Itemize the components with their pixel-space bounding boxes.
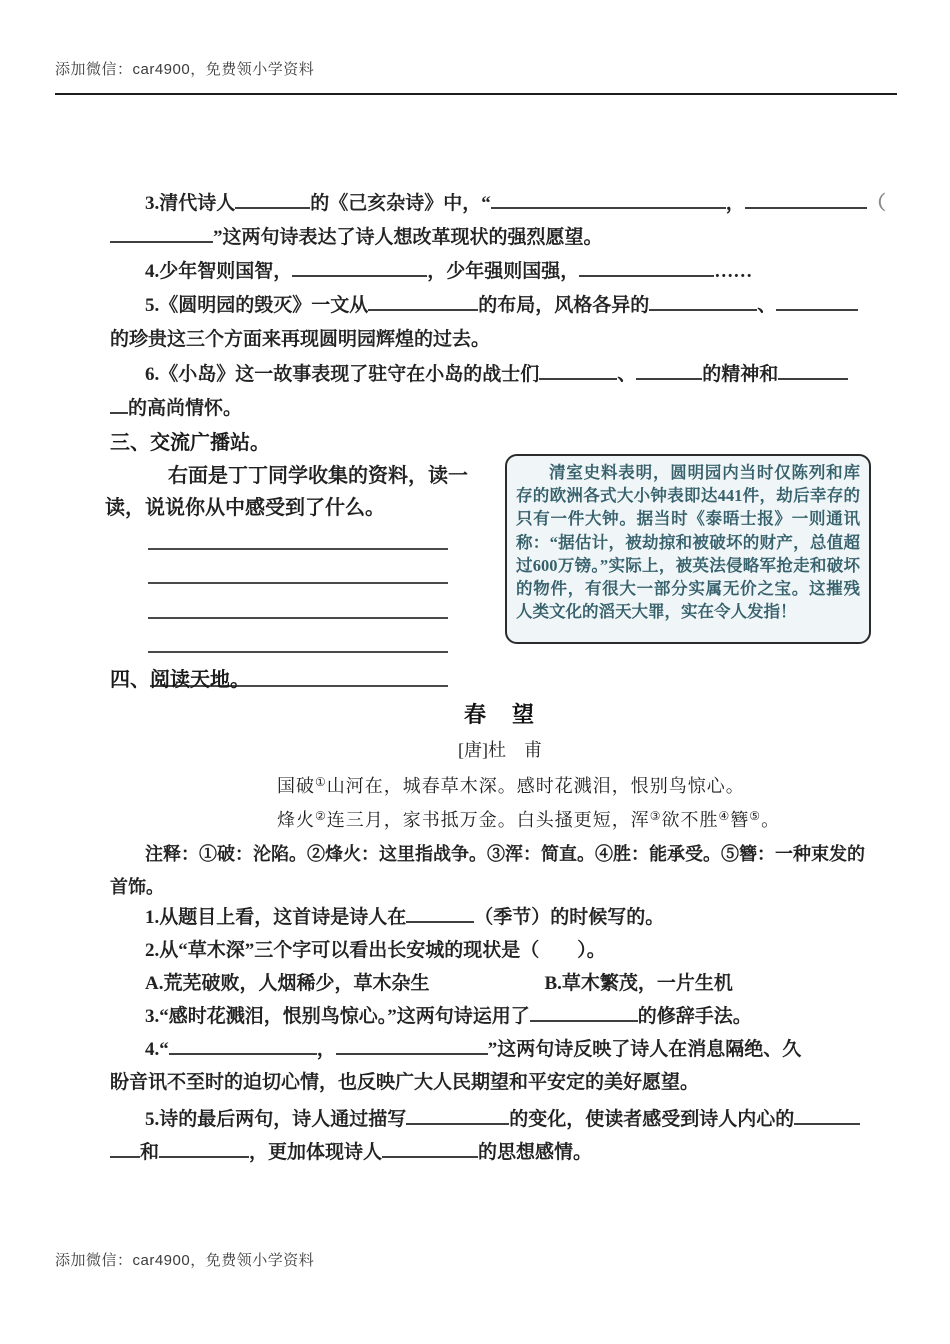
q4r-text: 4.“ — [145, 1039, 169, 1061]
q4-text: ，少年强则国强， — [427, 261, 580, 283]
poem-line-2 — [277, 806, 780, 832]
poem-title: 春 望 — [463, 702, 536, 727]
q1-text: （季节）的时候写的。 — [474, 907, 665, 929]
blank-line — [406, 905, 474, 923]
poem-text: 簪 — [730, 810, 750, 830]
blank-line — [539, 362, 617, 380]
q5-text: 的珍贵这三个方面来再现圆明园辉煌的过去。 — [110, 329, 491, 350]
blank-line — [491, 191, 726, 209]
q5r-text: 5.诗的最后两句，诗人通过描写 — [145, 1109, 407, 1131]
fillin-q4-line — [145, 259, 752, 285]
section3-intro-line2: 读，说说你从中感受到了什么。 — [105, 497, 385, 519]
footnote-marker: ④ — [718, 809, 731, 823]
reading-q1 — [145, 905, 664, 931]
blank-line — [336, 1037, 488, 1055]
blank-line — [382, 1140, 478, 1158]
q4-ellipsis: …… — [714, 261, 753, 283]
answer-line — [148, 651, 448, 653]
section3-heading: 三、交流广播站。 — [110, 432, 270, 454]
q5r-text: 的思想感情。 — [478, 1142, 593, 1164]
q6-text: 6.《小岛》这一故事表现了驻守在小岛的战士们 — [145, 364, 540, 386]
q6-text: 的高尚情怀。 — [128, 398, 243, 420]
q5r-text: 和 — [140, 1142, 160, 1164]
q1-text: 1.从题目上看，这首诗是诗人在 — [145, 907, 407, 929]
answer-line — [148, 548, 448, 550]
fillin-q5-line2 — [110, 327, 490, 353]
footnote-marker: ② — [315, 809, 327, 823]
footnote-marker: ⑤ — [749, 809, 762, 823]
option-a: A.荒芜破败，人烟稀少，草木杂生 — [145, 973, 430, 994]
poem-text: 。 — [761, 810, 781, 830]
blank-line — [530, 1004, 638, 1022]
fillin-q6-line2 — [110, 396, 242, 422]
blank-line — [406, 1107, 509, 1125]
q4r-text: ”这两句诗反映了诗人在消息隔绝、久 — [487, 1039, 802, 1061]
q3-text: ”这两句诗表达了诗人想改革现状的强烈愿望。 — [213, 227, 603, 249]
blank-line — [745, 191, 867, 209]
poem-text: 欲不胜 — [661, 810, 719, 830]
q5-text: 的布局，风格各异的 — [478, 295, 650, 317]
poem-text: 连三月，家书抵万金。白头搔更短，浑 — [326, 810, 650, 830]
q5r-text: 的变化，使读者感受到诗人内心的 — [509, 1109, 795, 1131]
q3-paren-fragment: （ — [866, 193, 886, 215]
answer-line — [148, 617, 448, 619]
q4r-text: ， — [316, 1039, 336, 1061]
footnote-marker: ③ — [649, 809, 662, 823]
reading-q5-line2 — [110, 1140, 592, 1166]
q5-text: 5.《圆明园的毁灭》一文从 — [145, 295, 369, 317]
blank-line — [159, 1140, 249, 1158]
answer-line — [148, 582, 448, 584]
blank-line — [776, 293, 858, 311]
header-rule — [55, 93, 897, 95]
q3-text: 3.清代诗人 — [145, 193, 236, 215]
section4-heading: 四、阅读天地。 — [110, 669, 250, 691]
reading-q5-line1 — [145, 1107, 860, 1133]
fillin-q6-line1 — [145, 362, 848, 388]
reading-q3 — [145, 1004, 752, 1030]
info-box — [505, 454, 871, 644]
blank-line — [110, 225, 213, 243]
footnote-marker: ① — [315, 775, 327, 789]
option-b: B.草木繁茂，一片生机 — [544, 973, 733, 994]
blank-line — [778, 362, 848, 380]
header-note: 添加微信：car4900，免费领小学资料 — [55, 61, 315, 78]
section3-intro-line1: 右面是丁丁同学收集的资料，读一 — [168, 465, 468, 487]
blank-line — [636, 362, 702, 380]
fillin-q3-line1 — [145, 191, 886, 217]
blank-line — [110, 396, 128, 414]
q6-text: 的精神和 — [702, 364, 779, 386]
q3-text: 的《己亥杂诗》中，“ — [310, 193, 491, 215]
blank-line — [579, 259, 714, 277]
poem-text: 国破 — [277, 776, 315, 796]
blank-line — [110, 1140, 140, 1158]
poem-text: 烽火 — [277, 810, 315, 830]
q3r-text: 3.“感时花溅泪，恨别鸟惊心。”这两句诗运用了 — [145, 1006, 530, 1028]
poem-line-1 — [277, 772, 745, 798]
blank-line — [794, 1107, 860, 1125]
q2-text: 2.从“草木深”三个字可以看出长安城的现状是（ ）。 — [145, 940, 606, 961]
fillin-q3-line2 — [110, 225, 603, 251]
q6-text: 、 — [617, 364, 637, 386]
blank-line — [292, 259, 427, 277]
reading-q2 — [145, 938, 606, 964]
poem-author: [唐]杜 甫 — [458, 740, 542, 760]
q3-text: ， — [725, 193, 745, 215]
q5r-text: ，更加体现诗人 — [249, 1142, 383, 1164]
reading-q2-options — [145, 971, 733, 997]
footer-note: 添加微信：car4900，免费领小学资料 — [55, 1252, 315, 1269]
info-box-text: 清室史料表明，圆明园内当时仅陈列和库存的欧洲各式大小钟表即达441件，劫后幸存的只有一件大钟。据当时《泰晤士报》一则通讯称：“据估计，被劫掠和被破坏的财产，总值超过600万镑。”实际上，被英法侵略军抢走和破坏的物件，有很大一部分实属无价之宝。这摧残人类文化的滔天大罪，实在令人发指！ — [516, 463, 860, 622]
reading-q4-line2 — [110, 1070, 699, 1096]
q4-text: 4.少年智则国智， — [145, 261, 293, 283]
poem-notes-line1: 注释：①破：沦陷。②烽火：这里指战争。③浑：简直。④胜：能承受。⑤簪：一种束发的 — [145, 844, 865, 864]
q4r-text: 盼音讯不至时的迫切心情，也反映广大人民期望和平安定的美好愿望。 — [110, 1072, 700, 1093]
reading-q4-line1 — [145, 1037, 801, 1063]
blank-line — [368, 293, 478, 311]
fillin-q5-line1 — [145, 293, 858, 319]
blank-line — [649, 293, 757, 311]
blank-line — [235, 191, 310, 209]
poem-text: 山河在，城春草木深。感时花溅泪，恨别鸟惊心。 — [326, 776, 745, 796]
q3r-text: 的修辞手法。 — [637, 1006, 752, 1028]
q5-text: 、 — [757, 295, 777, 317]
blank-line — [169, 1037, 317, 1055]
poem-notes-line2: 首饰。 — [110, 877, 164, 897]
